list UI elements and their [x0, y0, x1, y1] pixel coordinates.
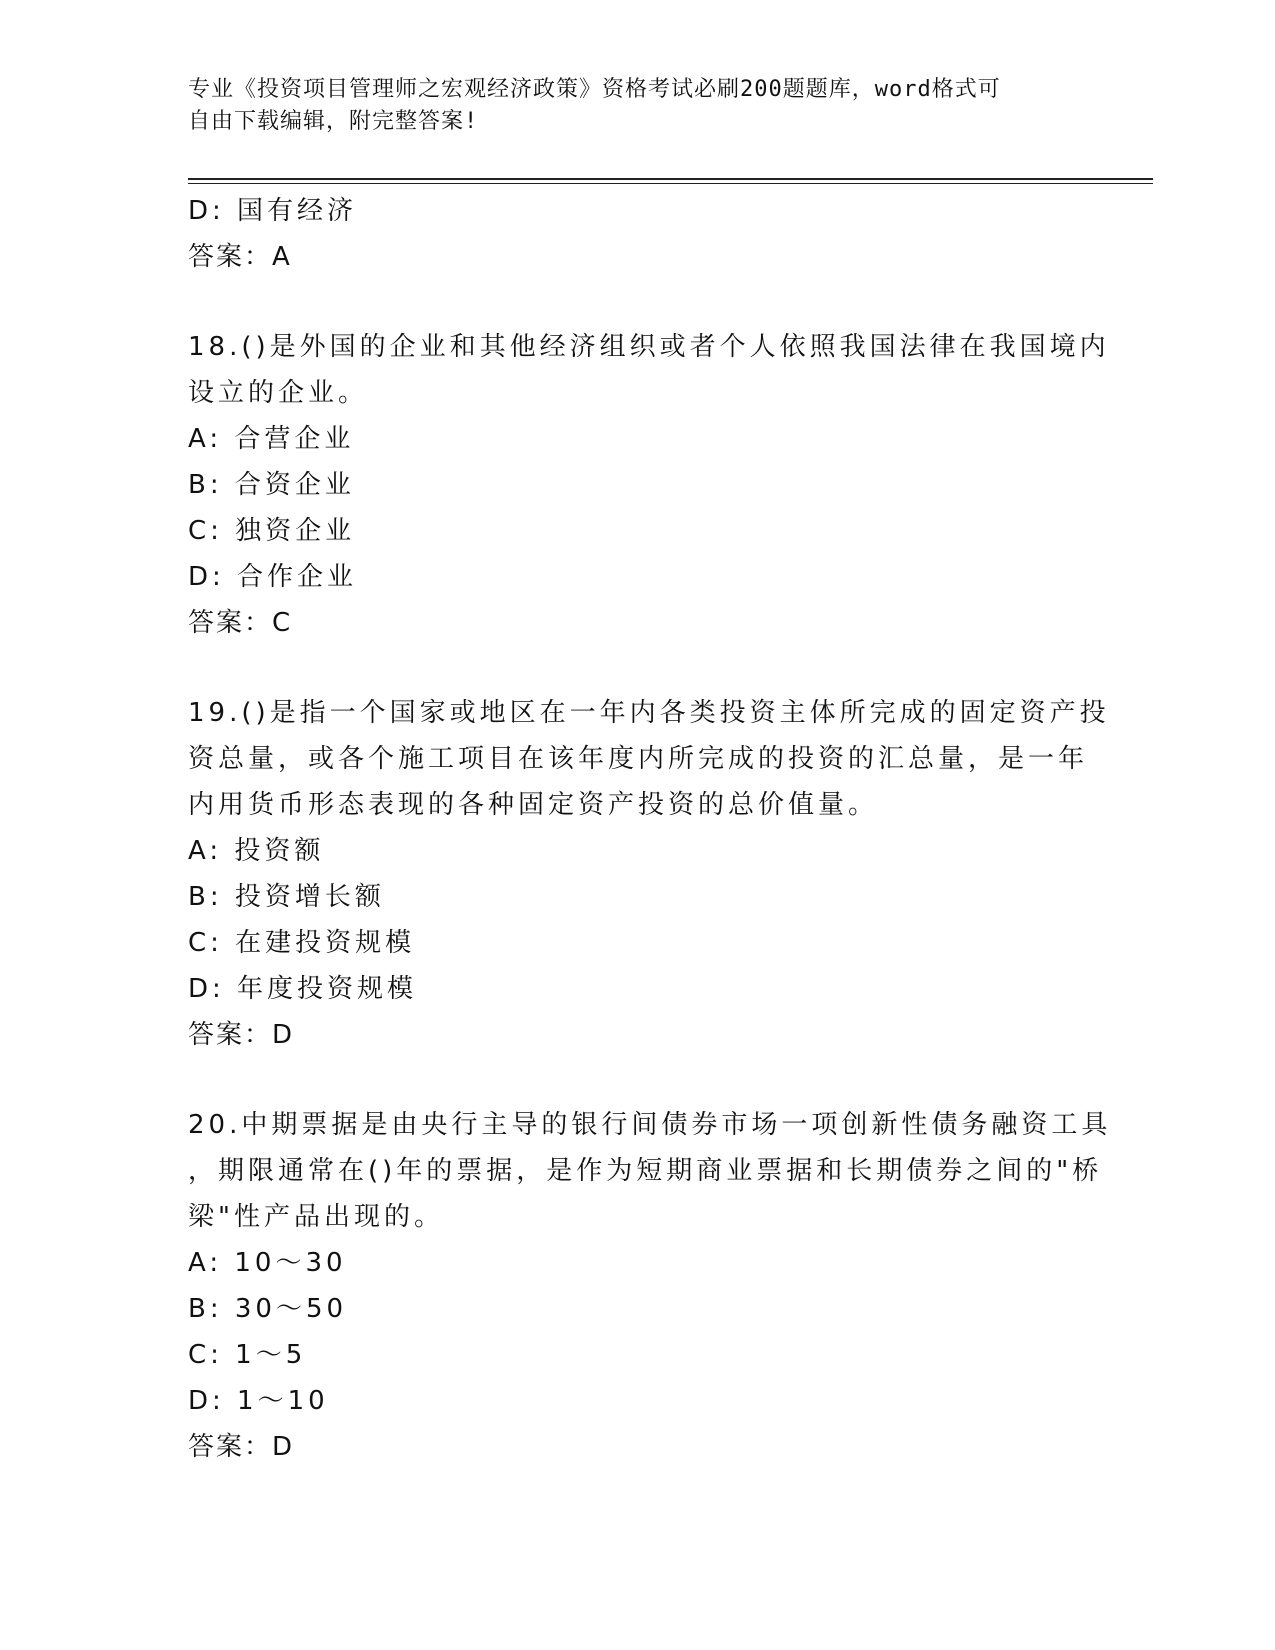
q19-option-a: A: 投资额	[188, 836, 325, 866]
q20-option-a: A: 10～30	[188, 1248, 347, 1278]
q20-option-b: B: 30～50	[188, 1294, 348, 1324]
header-line-1: 专业《投资项目管理师之宏观经济政策》资格考试必刷200题题库，word格式可	[188, 77, 1001, 102]
q20-text-2: ，期限通常在()年的票据，是作为短期商业票据和长期债券之间的"桥	[188, 1156, 1103, 1186]
q17-answer: 答案：A	[188, 242, 292, 272]
q20-answer: 答案：D	[188, 1432, 295, 1462]
q18-text-1: 18.()是外国的企业和其他经济组织或者个人依照我国法律在我国境内	[188, 332, 1110, 362]
question-20	[188, 1102, 1112, 1470]
q17-option-d: D: 国有经济	[188, 196, 358, 226]
header-line-2: 自由下载编辑，附完整答案!	[188, 109, 479, 134]
q19-text-1: 19.()是指一个国家或地区在一年内各类投资主体所完成的固定资产投	[188, 698, 1110, 728]
q18-option-c: C: 独资企业	[188, 516, 356, 546]
q18-option-b: B: 合资企业	[188, 470, 355, 500]
q19-option-c: C: 在建投资规模	[188, 928, 416, 958]
header-rule-thin	[188, 183, 1153, 184]
q19-answer: 答案：D	[188, 1020, 295, 1050]
q20-option-c: C: 1～5	[188, 1340, 307, 1370]
q18-option-a: A: 合营企业	[188, 424, 355, 454]
q18-answer: 答案：C	[188, 608, 293, 638]
q19-option-b: B: 投资增长额	[188, 882, 385, 912]
header-rule-thick	[188, 178, 1153, 180]
question-19	[188, 690, 1110, 1058]
q18-option-d: D: 合作企业	[188, 562, 358, 592]
q20-text-3: 梁"性产品出现的。	[188, 1202, 444, 1232]
question-content	[188, 188, 1112, 1470]
q19-text-2: 资总量，或各个施工项目在该年度内所完成的投资的汇总量，是一年	[188, 744, 1089, 774]
document-header	[188, 74, 1068, 138]
q20-text-1: 20.中期票据是由央行主导的银行间债券市场一项创新性债务融资工具	[188, 1110, 1112, 1140]
q19-text-3: 内用货币形态表现的各种固定资产投资的总价值量。	[188, 790, 879, 820]
q20-option-d: D: 1～10	[188, 1386, 329, 1416]
question-18	[188, 324, 1110, 646]
q18-text-2: 设立的企业。	[188, 378, 369, 408]
q19-option-d: D: 年度投资规模	[188, 974, 418, 1004]
